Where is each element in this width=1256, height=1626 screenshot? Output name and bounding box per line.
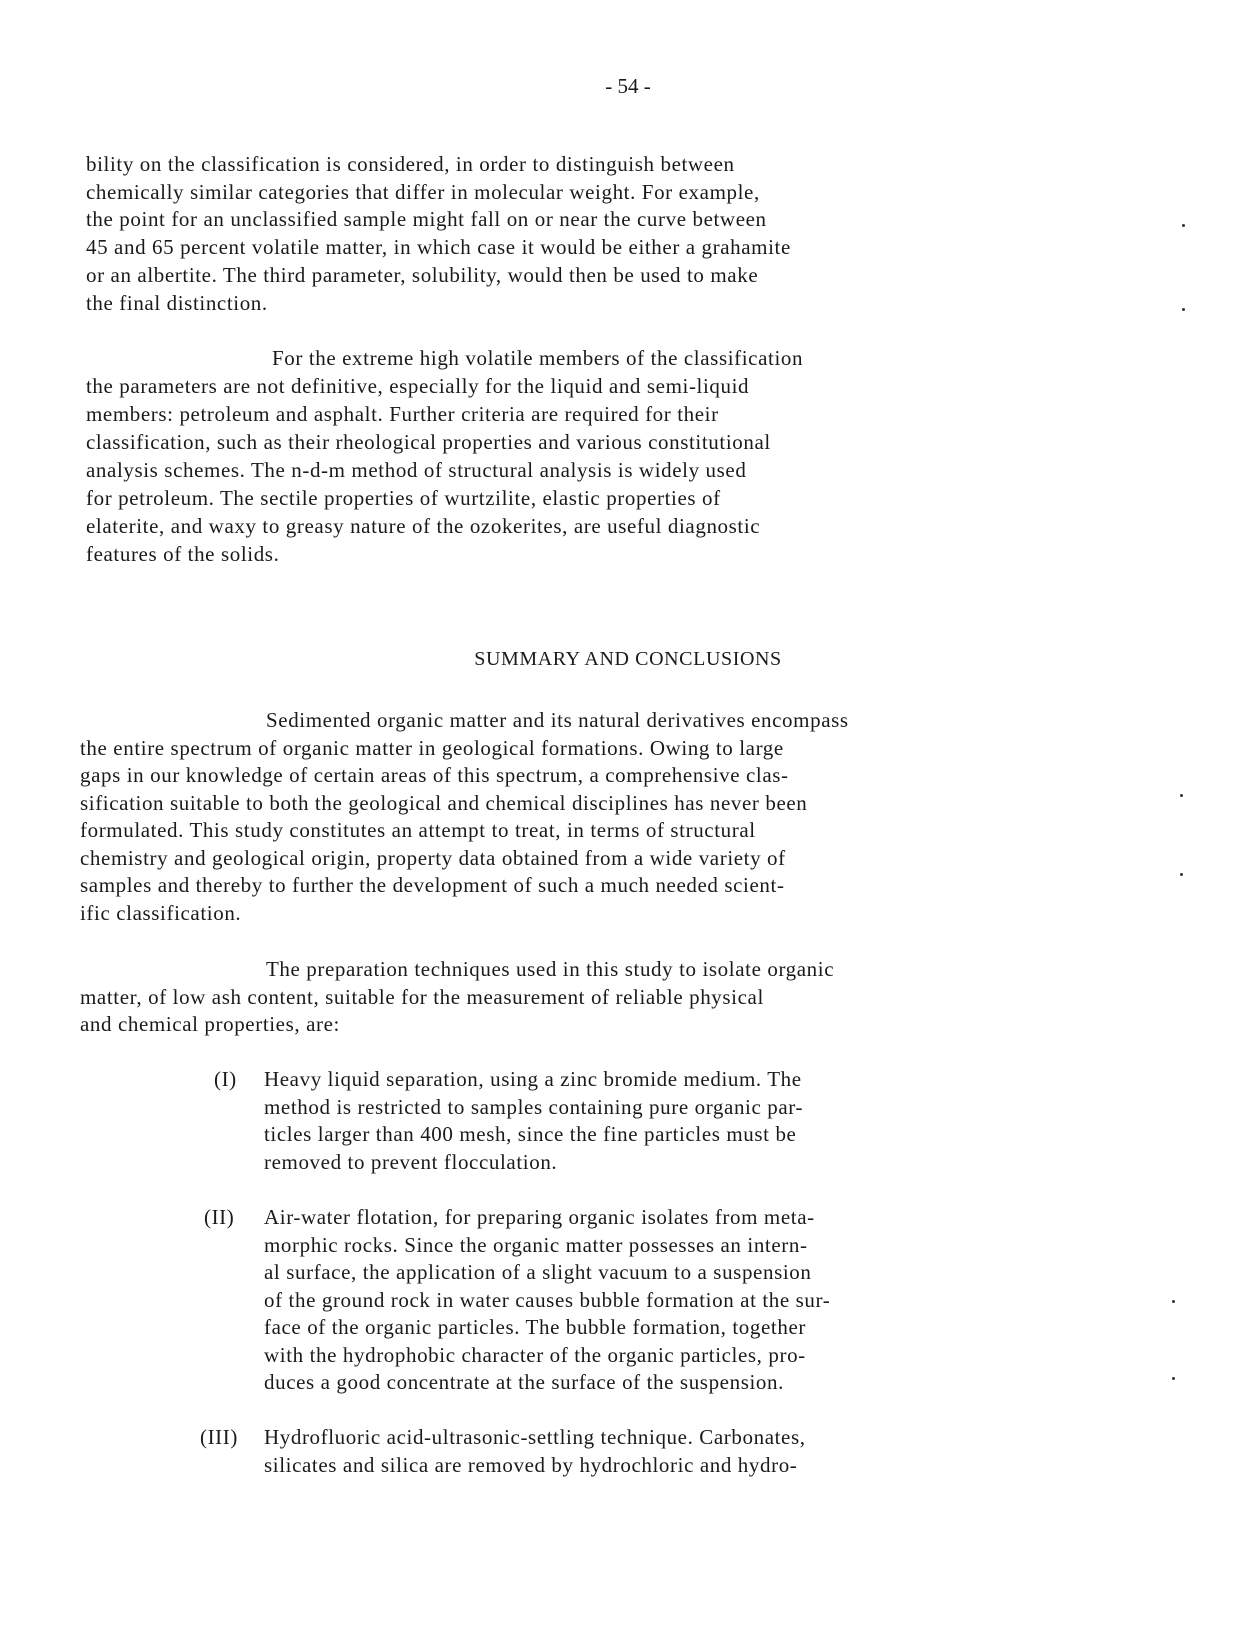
text-line: the point for an unclassified sample might fall on or near the curve between xyxy=(86,207,767,231)
text-line: morphic rocks. Since the organic matter possesses an intern- xyxy=(264,1233,808,1257)
text-line: classification, such as their rheological properties and various constitutional xyxy=(86,430,771,454)
text-line: for petroleum. The sectile properties of wurtzilite, elastic properties of xyxy=(86,486,721,510)
text-line: and chemical properties, are: xyxy=(80,1012,340,1036)
text-line: 45 and 65 percent volatile matter, in which case it would be either a grahamite xyxy=(86,235,791,259)
item-numeral: (I) xyxy=(214,1067,237,1091)
text-line: the entire spectrum of organic matter in geological formations. Owing to large xyxy=(80,736,784,760)
text-line: face of the organic particles. The bubble formation, together xyxy=(264,1315,806,1339)
text-line: sification suitable to both the geological and chemical disciplines has never been xyxy=(80,791,808,815)
text-line: the final distinction. xyxy=(86,291,268,315)
text-line: or an albertite. The third parameter, solubility, would then be used to make xyxy=(86,263,759,287)
text-line: Hydrofluoric acid-ultrasonic-settling technique. Carbonates, xyxy=(264,1425,806,1449)
text-line: bility on the classification is considered, in order to distinguish between xyxy=(86,152,735,176)
scan-speck xyxy=(1182,224,1185,227)
text-line: of the ground rock in water causes bubble formation at the sur- xyxy=(264,1288,831,1312)
scan-speck xyxy=(1172,1377,1175,1380)
text-line: the parameters are not definitive, especially for the liquid and semi-liquid xyxy=(86,374,750,398)
scan-speck xyxy=(1180,873,1183,876)
text-line: For the extreme high volatile members of the classification xyxy=(272,346,804,370)
text-line: features of the solids. xyxy=(86,542,280,566)
item-numeral: (II) xyxy=(204,1205,235,1229)
text-line: Sedimented organic matter and its natural derivatives encompass xyxy=(266,708,849,732)
scan-speck xyxy=(1172,1300,1175,1303)
text-line: matter, of low ash content, suitable for the measurement of reliable physical xyxy=(80,985,764,1009)
text-line: samples and thereby to further the development of such a much needed scient- xyxy=(80,873,785,897)
text-line: elaterite, and waxy to greasy nature of the ozokerites, are useful diagnostic xyxy=(86,514,761,538)
text-line: members: petroleum and asphalt. Further criteria are required for their xyxy=(86,402,719,426)
section-heading: SUMMARY AND CONCLUSIONS xyxy=(474,648,782,670)
text-line: formulated. This study constitutes an attempt to treat, in terms of structural xyxy=(80,818,756,842)
text-line: removed to prevent flocculation. xyxy=(264,1150,558,1174)
text-line: chemistry and geological origin, property data obtained from a wide variety of xyxy=(80,846,786,870)
text-line: ific classification. xyxy=(80,901,242,925)
page-number: - 54 - xyxy=(605,74,651,98)
scan-speck xyxy=(1182,308,1185,311)
text-line: Air-water flotation, for preparing organic isolates from meta- xyxy=(264,1205,815,1229)
text-line: silicates and silica are removed by hydrochloric and hydro- xyxy=(264,1453,798,1477)
text-line: Heavy liquid separation, using a zinc bromide medium. The xyxy=(264,1067,802,1091)
text-line: al surface, the application of a slight vacuum to a suspension xyxy=(264,1260,812,1284)
text-line: with the hydrophobic character of the organic particles, pro- xyxy=(264,1343,806,1367)
text-line: duces a good concentrate at the surface of the suspension. xyxy=(264,1370,784,1394)
text-line: method is restricted to samples containing pure organic par- xyxy=(264,1095,804,1119)
text-line: The preparation techniques used in this study to isolate organic xyxy=(266,957,835,981)
text-line: chemically similar categories that differ in molecular weight. For example, xyxy=(86,180,760,204)
text-line: analysis schemes. The n-d-m method of structural analysis is widely used xyxy=(86,458,747,482)
text-line: gaps in our knowledge of certain areas of this spectrum, a comprehensive clas- xyxy=(80,763,789,787)
item-numeral: (III) xyxy=(200,1425,238,1449)
scan-speck xyxy=(1180,794,1183,797)
text-line: ticles larger than 400 mesh, since the fine particles must be xyxy=(264,1122,797,1146)
